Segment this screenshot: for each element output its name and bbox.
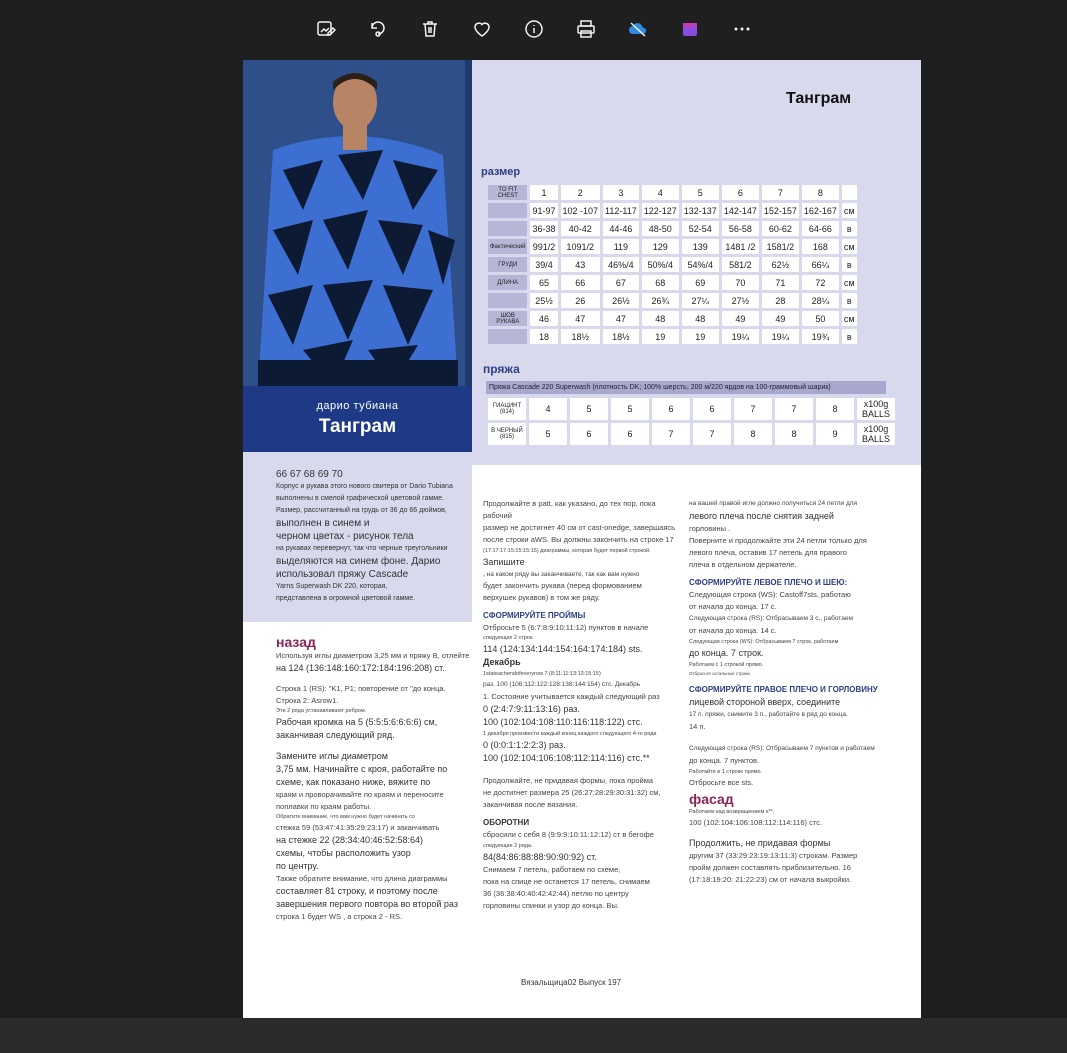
yarn_table-cell: В ЧЕРНЫЙ (815) bbox=[488, 423, 526, 445]
text-line: 36 (36:38:40:40:42:42:44) петлю по центру bbox=[483, 889, 629, 898]
size_table-cell: 70 bbox=[722, 275, 759, 290]
size_table-cell: 152-157 bbox=[762, 203, 799, 218]
text-line: от начала до конца. 17 с. bbox=[689, 602, 777, 611]
size_table-cell: 19¼ bbox=[762, 329, 799, 344]
text-line: до конца. 7 строк. bbox=[689, 648, 764, 658]
print-icon bbox=[576, 19, 596, 39]
text-line: 1stateachendofeveryrow 7 (8:11:11:13:13:15:15) bbox=[483, 671, 601, 677]
size-table bbox=[485, 182, 860, 347]
reverse-heading: ОБОРОТНИ bbox=[483, 818, 530, 827]
text-line: на 124 (136:148:160:172:184:196:208) ст. bbox=[276, 663, 445, 673]
brand-logo: Танграм bbox=[786, 90, 852, 107]
size_table-cell: 67 bbox=[603, 275, 639, 290]
clipchamp-icon bbox=[680, 19, 700, 39]
size_table-row bbox=[488, 185, 857, 200]
size_table-cell: 47 bbox=[603, 311, 639, 326]
yarn-heading: пряжа bbox=[483, 362, 520, 376]
intro-line: Yarns Superwash DK 220, которая, bbox=[276, 583, 388, 590]
text-line: плеча в отдельном держателе. bbox=[689, 560, 797, 569]
size_table-cell: 142-147 bbox=[722, 203, 759, 218]
text-line: следующие 2 ряда. bbox=[483, 843, 533, 849]
left-shoulder-heading: СФОРМИРУЙТЕ ЛЕВОЕ ПЛЕЧО И ШЕЮ: bbox=[689, 578, 848, 587]
text-line: 1 декабря произвести каждый конец каждого следующего 4-го ряда bbox=[483, 731, 657, 737]
document-page bbox=[243, 60, 921, 1018]
text-line: будет закончить рукава (перед формованием bbox=[483, 581, 642, 590]
text-line: не достигнет размера 25 (26:27:28:29:30:31:32) см, bbox=[483, 788, 661, 797]
size_table-cell: 991/2 bbox=[530, 239, 557, 254]
intro-line: выполнен в синем и bbox=[276, 518, 370, 529]
text-line: Следующая строка (RS): Отбрасываем 3 с., работаем bbox=[689, 615, 853, 622]
text-line: поплавки по краям работы. bbox=[276, 802, 372, 811]
text-line: схемы, чтобы расположить узор bbox=[276, 848, 411, 858]
text-line: 100 (102:104:106:108:112:114:116) стс.** bbox=[483, 753, 650, 763]
size_table-cell: см bbox=[842, 239, 857, 254]
text-line: Строка 2: Asrow1. bbox=[276, 696, 339, 705]
size_table-cell bbox=[842, 185, 857, 200]
size_table-cell: 28 bbox=[762, 293, 799, 308]
yarn_table-cell: 7 bbox=[775, 398, 813, 420]
size_table-cell: 46 bbox=[530, 311, 557, 326]
size_table-cell: 27½ bbox=[722, 293, 759, 308]
intro-text bbox=[243, 452, 472, 622]
size_table-cell: 132-137 bbox=[682, 203, 719, 218]
info-icon bbox=[524, 19, 544, 39]
intro-line: представлена в огромной цветовой гамме. bbox=[276, 595, 416, 602]
text-line: Работаем с 1 строкой прямо. bbox=[689, 662, 764, 668]
size_table-cell: см bbox=[842, 275, 857, 290]
size_table-cell: 54%/4 bbox=[682, 257, 719, 272]
yarn-description: Пряжа Cascade 220 Superwash (плотность DK; 100% шерсть; 200 м/220 ярдов на 100-граммовый шарик) bbox=[486, 381, 886, 394]
sweater-photo bbox=[243, 60, 472, 386]
size_table-cell: 64-66 bbox=[802, 221, 839, 236]
text-line: верхушек рукавов) в том же ряду. bbox=[483, 593, 601, 602]
size_table-cell: 48-50 bbox=[642, 221, 679, 236]
size_table-cell: 18½ bbox=[603, 329, 639, 344]
size_table-row bbox=[488, 239, 857, 254]
size_table-cell: 28¼ bbox=[802, 293, 839, 308]
size_table-cell: TO FIT CHEST bbox=[488, 185, 527, 200]
size_table-cell: см bbox=[842, 203, 857, 218]
text-line: 14 п. bbox=[689, 722, 706, 731]
size_table-cell: в bbox=[842, 257, 857, 272]
size_table-cell: 1581/2 bbox=[762, 239, 799, 254]
yarn_table-cell: 8 bbox=[775, 423, 813, 445]
size_table-cell: ДЛИНА bbox=[488, 275, 527, 290]
text-line: Декабрь bbox=[483, 657, 521, 667]
text-line: по центру. bbox=[276, 861, 319, 871]
size_table-cell: 122-127 bbox=[642, 203, 679, 218]
size_table-cell: Фактический bbox=[488, 239, 527, 254]
text-line: Используя иглы диаметром 3,25 мм и пряжу B, отлейте bbox=[276, 651, 470, 660]
size_table-cell: 36-38 bbox=[530, 221, 557, 236]
yarn_table-row bbox=[488, 423, 895, 445]
size_table-cell: ГРУДИ bbox=[488, 257, 527, 272]
text-line: завершения первого повтора во второй раз bbox=[276, 899, 458, 909]
size_table-cell: в bbox=[842, 293, 857, 308]
size_table-cell: 56-58 bbox=[722, 221, 759, 236]
size_table-cell: 19¾ bbox=[802, 329, 839, 344]
text-line: пройм должен составлять приблизительно. 16 bbox=[689, 863, 851, 872]
size_table-cell: 66 bbox=[561, 275, 601, 290]
front-heading: фасад bbox=[689, 791, 734, 807]
delete-button[interactable] bbox=[414, 13, 446, 45]
edit-image-icon bbox=[316, 19, 336, 39]
size_table-cell: 47 bbox=[561, 311, 601, 326]
text-line: левого плеча, оставив 17 петель для правого bbox=[689, 548, 847, 557]
size_table-row bbox=[488, 203, 857, 218]
size_table-cell bbox=[488, 293, 527, 308]
size_table-cell: 18½ bbox=[561, 329, 601, 344]
size_table-cell: 50%/4 bbox=[642, 257, 679, 272]
size_table-cell: 19¼ bbox=[722, 329, 759, 344]
size_table-cell: 43 bbox=[561, 257, 601, 272]
more-options-button[interactable] bbox=[726, 13, 758, 45]
size_table-cell: 8 bbox=[802, 185, 839, 200]
edit-image-button[interactable] bbox=[310, 13, 342, 45]
size_table-cell: 5 bbox=[682, 185, 719, 200]
text-line: (17:18:19:20: 21:22:23) см от начала выкройки. bbox=[689, 875, 852, 884]
size_table-cell bbox=[488, 221, 527, 236]
text-line: Следующая строка (RS): Отбрасываем 7 пунктов и работаем bbox=[689, 745, 875, 752]
text-line: 100 (102:104:108:110:116:118:122) стс. bbox=[483, 717, 643, 727]
text-line: после строки aWS. Вы должны закончить на строке 17 bbox=[483, 535, 674, 544]
text-line: Отбросьте 5 (6:7:8:9:10:11:12) пунктов в начале bbox=[483, 623, 649, 632]
text-line: Запишите bbox=[483, 557, 525, 567]
intro-sizes: 66 67 68 69 70 bbox=[276, 469, 343, 480]
delete-icon bbox=[420, 19, 440, 39]
size_table-cell: 168 bbox=[802, 239, 839, 254]
yarn_table-cell: 5 bbox=[529, 423, 567, 445]
size_table-row bbox=[488, 311, 857, 326]
size_table-cell: 26½ bbox=[603, 293, 639, 308]
size_table-cell: 48 bbox=[642, 311, 679, 326]
size_table-row bbox=[488, 221, 857, 236]
author-name: дарио тубиана bbox=[316, 400, 399, 412]
yarn_table-cell: 6 bbox=[693, 398, 731, 420]
text-line: Продолжайте, не придавая формы, пока пройма bbox=[483, 776, 654, 785]
print-button[interactable] bbox=[570, 13, 602, 45]
photo-viewer-toolbar bbox=[0, 0, 1067, 58]
back-heading: назад bbox=[276, 634, 316, 650]
size_table-cell: 71 bbox=[762, 275, 799, 290]
right-column bbox=[689, 498, 904, 886]
size_table-cell: 7 bbox=[762, 185, 799, 200]
size_table-cell: 39/4 bbox=[530, 257, 557, 272]
size_table-cell: 26¾ bbox=[642, 293, 679, 308]
yarn_table-cell: 8 bbox=[816, 398, 854, 420]
yarn_table-cell: 6 bbox=[611, 423, 649, 445]
text-line: Продолжить, не придавая формы bbox=[689, 838, 831, 848]
yarn_table-cell: 5 bbox=[570, 398, 608, 420]
size_table-cell: 68 bbox=[642, 275, 679, 290]
yarn_table-cell: 7 bbox=[693, 423, 731, 445]
text-line: стежка 59 (53:47:41:35:29:23:17) и заканчивать bbox=[276, 823, 440, 832]
size_table-cell: 40-42 bbox=[561, 221, 601, 236]
size_table-cell: 4 bbox=[642, 185, 679, 200]
size_table-cell: 66¼ bbox=[802, 257, 839, 272]
middle-column bbox=[483, 498, 683, 912]
size_table-cell: 18 bbox=[530, 329, 557, 344]
size_table-cell: 52-54 bbox=[682, 221, 719, 236]
size_table-cell: в bbox=[842, 221, 857, 236]
yarn_table-cell: 8 bbox=[734, 423, 772, 445]
size_table-cell: 19 bbox=[682, 329, 719, 344]
size_table-row bbox=[488, 275, 857, 290]
text-line: 0 (2:4:7:9:11:13:16) раз. bbox=[483, 704, 580, 714]
yarn_table-cell: 9 bbox=[816, 423, 854, 445]
intro-line: черном цветах - рисунок тела bbox=[276, 531, 414, 542]
size_table-cell: 3 bbox=[603, 185, 639, 200]
clipchamp-button[interactable] bbox=[674, 13, 706, 45]
text-line: размер не достигнет 40 см от cast-onedge, завершаясь bbox=[483, 523, 676, 532]
size_table-row bbox=[488, 329, 857, 344]
text-line: 0 (0:0:1:1:2:2:3) раз. bbox=[483, 740, 566, 750]
yarn_table-cell: ГИАЦИНТ (814) bbox=[488, 398, 526, 420]
size_table-cell: 112-117 bbox=[603, 203, 639, 218]
text-line: от начала до конца. 14 с. bbox=[689, 626, 777, 635]
text-line: горловины . bbox=[689, 524, 731, 533]
text-line: 84(84:86:88:88:90:90:92) ст. bbox=[483, 852, 597, 862]
text-line: Отбросьте все sts. bbox=[689, 778, 754, 787]
intro-line: Размер, рассчитанный на грудь от 36 до 66 дюймов, bbox=[276, 507, 447, 514]
size_table-cell: 50 bbox=[802, 311, 839, 326]
text-line: другим 37 (33:29:23:19:13:11:3) строкам. Размер bbox=[689, 851, 858, 860]
rotate-icon bbox=[368, 19, 388, 39]
size_table-cell: 6 bbox=[722, 185, 759, 200]
armhole-heading: СФОРМИРУЙТЕ ПРОЙМЫ bbox=[483, 611, 586, 620]
intro-line: Корпус и рукава этого нового свитера от Dario Tubiana bbox=[276, 483, 453, 490]
size_table-cell: 1 bbox=[530, 185, 557, 200]
size_table-cell: в bbox=[842, 329, 857, 344]
text-line: заканчивая после вязания. bbox=[483, 800, 578, 809]
text-line: Рабочая кромка на 5 (5:5:5:6:6:6:6) см, bbox=[276, 717, 438, 727]
text-line: раз. 100 (106:112:122:128:138:144:154) стс. Декабрь bbox=[483, 681, 641, 688]
size_table-cell: 19 bbox=[642, 329, 679, 344]
size_table-cell: 48 bbox=[682, 311, 719, 326]
text-line: краям и проворачивайте по краям и переносите bbox=[276, 790, 444, 799]
size_table-cell: 2 bbox=[561, 185, 601, 200]
size_table-row bbox=[488, 293, 857, 308]
yarn_table-cell: 7 bbox=[652, 423, 690, 445]
text-line: Следующая строка (WS): Отбрасываем 7 строк, работаем bbox=[689, 639, 839, 645]
text-line: пока на спице не останется 17 петель, снимаем bbox=[483, 877, 650, 886]
yarn_table-cell: 7 bbox=[734, 398, 772, 420]
size_table-cell: см bbox=[842, 311, 857, 326]
yarn_table-row bbox=[488, 398, 895, 420]
yarn_table-cell: 6 bbox=[570, 423, 608, 445]
text-line: Следующая строка (WS): Castoff7sts, работаю bbox=[689, 590, 851, 599]
size_table-cell: ШОВ РУКАВА bbox=[488, 311, 527, 326]
text-line: Замените иглы диаметром bbox=[276, 751, 388, 761]
pattern-title-box bbox=[243, 386, 472, 452]
text-line: 17 п. пряжи, снимите 3 п., работайте в ряд до конца. bbox=[689, 711, 848, 718]
text-line: на вашей правой игле должно получиться 24 петли для bbox=[689, 500, 858, 507]
size_table-cell: 102 -107 bbox=[561, 203, 601, 218]
size_table-cell: 65 bbox=[530, 275, 557, 290]
yarn_table-cell: 5 bbox=[611, 398, 649, 420]
text-line: Продолжайте в patt, как указано, до тех пор, пока рабочий bbox=[483, 499, 656, 520]
size_table-cell bbox=[488, 329, 527, 344]
text-line: строка 1 будет WS , а строка 2 - RS. bbox=[276, 912, 403, 921]
heart-icon bbox=[472, 19, 492, 39]
intro-line: выполнены в смелой графической цветовой гамме. bbox=[276, 495, 444, 502]
pattern-title: Танграм bbox=[318, 416, 397, 437]
text-line: Поверните и продолжайте эти 24 петли только для bbox=[689, 536, 867, 545]
size_table-cell bbox=[488, 203, 527, 218]
text-line: горловины спинки и узор до конца. Вы. bbox=[483, 901, 619, 910]
text-line: следующих 2 строк. bbox=[483, 635, 534, 641]
text-line: (17:17:17:15:15:15:15) диаграммы, которая будет первой строкой. bbox=[483, 548, 651, 554]
rotate-button[interactable] bbox=[362, 13, 394, 45]
onedrive-button[interactable] bbox=[622, 13, 654, 45]
yarn-table bbox=[485, 395, 898, 448]
yarn_table-cell: 6 bbox=[652, 398, 690, 420]
favorite-button[interactable] bbox=[466, 13, 498, 45]
size_table-cell: 26 bbox=[561, 293, 601, 308]
yarn_table-cell: 4 bbox=[529, 398, 567, 420]
size_table-cell: 129 bbox=[642, 239, 679, 254]
size-heading: размер bbox=[481, 166, 521, 178]
size_table-row bbox=[488, 257, 857, 272]
text-line: заканчивая следующий ряд. bbox=[276, 730, 395, 740]
text-line: Работайте в 1 строке прямо. bbox=[689, 769, 763, 775]
text-line: левого плеча после снятия задней bbox=[689, 511, 834, 521]
text-line: 1. Состояние учитывается каждый следующий раз bbox=[483, 692, 660, 701]
text-line: лицевой стороной вверх, соедините bbox=[689, 697, 841, 707]
size_table-cell: 69 bbox=[682, 275, 719, 290]
text-line: Обратите внимание, что вам нужно будет начинать со bbox=[276, 814, 415, 820]
size_table-cell: 49 bbox=[762, 311, 799, 326]
size_table-cell: 1481 /2 bbox=[722, 239, 759, 254]
size_table-cell: 60-62 bbox=[762, 221, 799, 236]
text-line: 114 (124:134:144:154:164:174:184) sts. bbox=[483, 644, 643, 654]
text-line: Также обратите внимание, что длина диаграммы bbox=[276, 874, 448, 883]
size_table-cell: 44-46 bbox=[603, 221, 639, 236]
size_table-cell: 62½ bbox=[762, 257, 799, 272]
text-line: Работаем над возвращением s**. bbox=[689, 809, 775, 815]
right-shoulder-heading: СФОРМИРУЙТЕ ПРАВОЕ ПЛЕЧО И ГОРЛОВИНУ bbox=[689, 685, 878, 694]
size_table-cell: 27¼ bbox=[682, 293, 719, 308]
intro-line: использовал пряжу Cascade bbox=[276, 569, 409, 580]
back-section bbox=[276, 632, 471, 923]
text-line: , на каком ряду вы заканчиваете, так как вам нужно bbox=[483, 571, 640, 578]
size_table-cell: 162-167 bbox=[802, 203, 839, 218]
more-icon bbox=[732, 19, 752, 39]
text-line: Снимаем 7 петель, работаем по схеме, bbox=[483, 865, 621, 874]
intro-line: на рукавах перевернут, так что черные треугольники bbox=[276, 545, 448, 552]
size_table-cell: 139 bbox=[682, 239, 719, 254]
yarn_table-cell: x100g BALLS bbox=[857, 398, 895, 420]
text-line: Эти 2 ряда устанавливают ребром. bbox=[276, 708, 367, 714]
text-line: до конца. 7 пунктов. bbox=[689, 756, 760, 765]
size_table-cell: 91-97 bbox=[530, 203, 557, 218]
text-line: Строка 1 (RS): "K1, P1; повторение от "до конца. bbox=[276, 684, 446, 693]
bottom-filmstrip-bar bbox=[0, 1018, 1067, 1053]
size_table-cell: 49 bbox=[722, 311, 759, 326]
text-line: 100 (102:104:106:108:112:114:116) стс. bbox=[689, 818, 823, 827]
text-line: Отбросьте остальные строки. bbox=[689, 671, 751, 676]
text-line: схеме, как показано ниже, вяжите по bbox=[276, 777, 431, 787]
text-line: 3,75 мм. Начинайте с кроя, работайте по bbox=[276, 764, 448, 774]
text-line: сбросили с себя 8 (9:9:9:10:11:12:12) ст в бегофе bbox=[483, 830, 654, 839]
size_table-cell: 46%/4 bbox=[603, 257, 639, 272]
info-button[interactable] bbox=[518, 13, 550, 45]
intro-line: выделяются на синем фоне. Дарио bbox=[276, 556, 441, 567]
page-footer: Вязальщица02 Выпуск 197 bbox=[521, 978, 622, 987]
yarn_table-cell: x100g BALLS bbox=[857, 423, 895, 445]
size_table-cell: 1091/2 bbox=[561, 239, 601, 254]
size_table-cell: 119 bbox=[603, 239, 639, 254]
text-line: на стежке 22 (28:34:40:46:52:58:64) bbox=[276, 835, 424, 845]
onedrive-icon bbox=[628, 19, 648, 39]
size_table-cell: 72 bbox=[802, 275, 839, 290]
size_table-cell: 581/2 bbox=[722, 257, 759, 272]
text-line: составляет 81 строку, и поэтому после bbox=[276, 886, 438, 896]
size_table-cell: 25½ bbox=[530, 293, 557, 308]
